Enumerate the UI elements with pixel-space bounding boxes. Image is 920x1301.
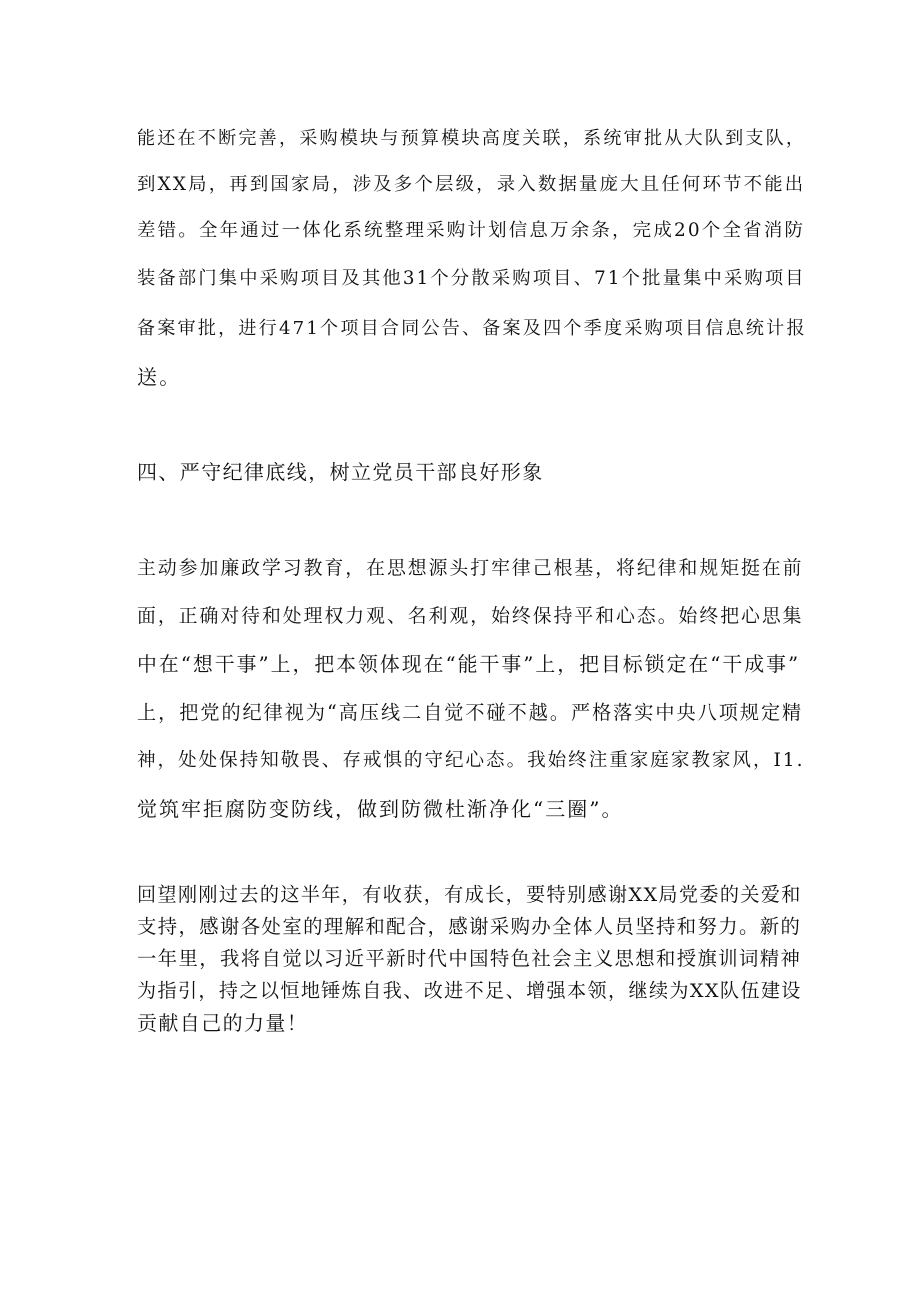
text-line: 装备部门集中采购项目及其他31个分散采购项目、71个批量集中采购项目 bbox=[137, 268, 806, 289]
text-line: 上，把党的纪律视为“高压线二自觉不碰不越。严格落实中央八项规定精 bbox=[137, 701, 804, 724]
text-line: 能还在不断完善，采购模块与预算模块高度关联，系统审批从大队到支队， bbox=[137, 128, 807, 149]
text-line: 差错。全年通过一体化系统整理采购计划信息万余条，完成20个全省消防 bbox=[137, 220, 806, 241]
text-line: 面，正确对待和处理权力观、名利观，始终保持平和心态。始终把心思集 bbox=[137, 606, 804, 627]
text-line: 到XX局，再到国家局，涉及多个层级，录入数据量庞大且任何环节不能出 bbox=[137, 174, 806, 195]
text-line: 备案审批，进行471个项目合同公告、备案及四个季度采购项目信息统计报 bbox=[137, 318, 807, 339]
text-line: 为指引，持之以恒地锤炼自我、改进不足、增强本领，继续为XX队伍建设 bbox=[137, 980, 802, 1002]
text-line: 送。 bbox=[137, 365, 182, 389]
text-line: 觉筑牢拒腐防变防线，做到防微杜渐净化“三圈”。 bbox=[137, 797, 624, 821]
text-line: 神，处处保持知敬畏、存戒惧的守纪心态。我始终注重家庭家教家风，I1. bbox=[137, 750, 805, 771]
text-line: 支持，感谢各处室的理解和配合，感谢采购办全体人员坚持和努力。新的 bbox=[137, 915, 802, 938]
text-line: 一年里，我将自觉以习近平新时代中国特色社会主义思想和授旗训词精神 bbox=[137, 947, 802, 970]
text-line: 主动参加廉政学习教育，在思想源头打牢律己根基，将纪律和规矩挺在前 bbox=[137, 558, 804, 579]
text-line: 回望刚刚过去的这半年，有收获，有成长，要特别感谢XX局党委的关爱和 bbox=[137, 884, 802, 906]
section-heading: 四、严守纪律底线，树立党员干部良好形象 bbox=[137, 460, 544, 484]
text-line: 贡献自己的力量！ bbox=[137, 1011, 309, 1035]
text-line: 中在“想干事”上，把本领体现在“能干事”上，把目标锁定在“干成事” bbox=[137, 653, 801, 676]
